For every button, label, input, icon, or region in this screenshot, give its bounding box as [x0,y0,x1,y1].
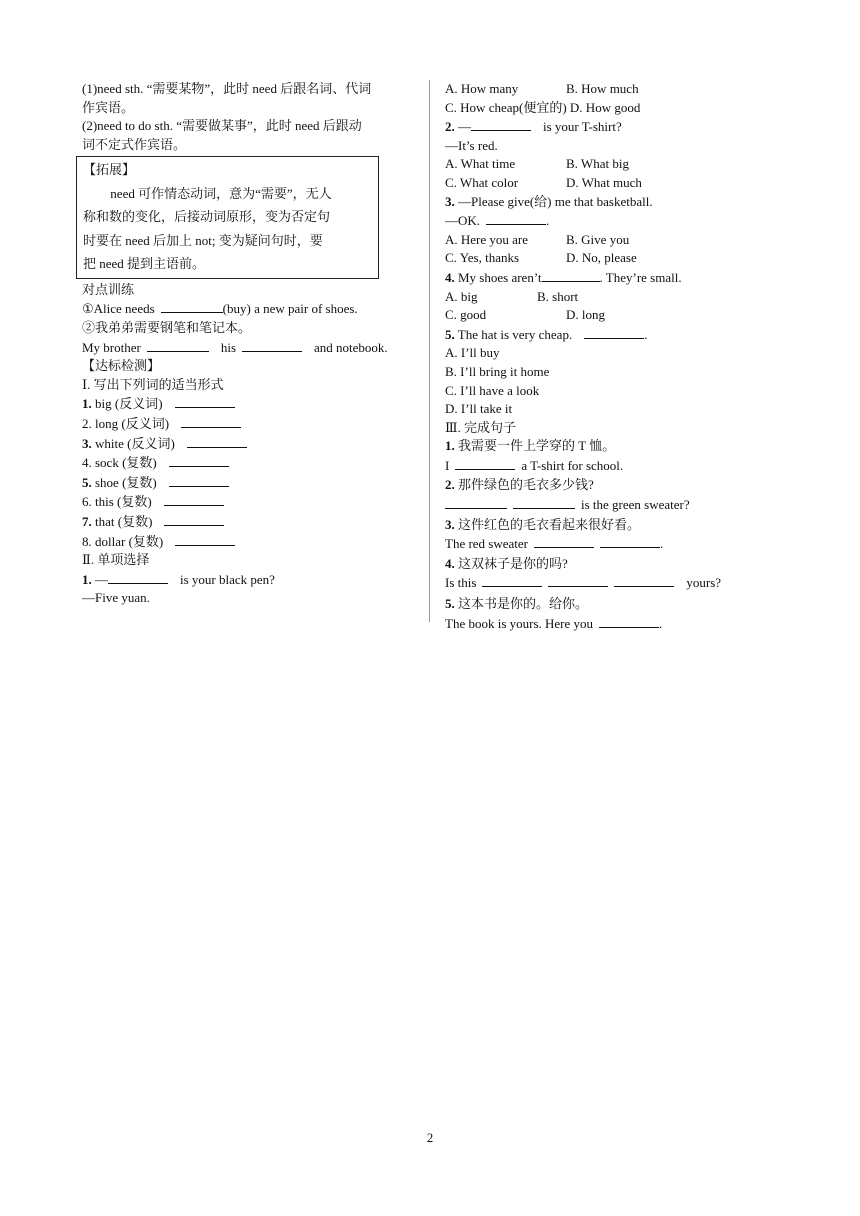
practice-item-1: ①Alice needs (buy) a new pair of shoes. [82,301,358,317]
option: C. good [445,307,487,323]
practice-item-3: My brother his and notebook. [82,339,388,355]
option: B. Give you [566,231,630,247]
item-text: this (复数) [95,494,152,510]
answer-blank[interactable] [181,414,241,428]
answer-blank[interactable] [542,268,600,282]
item-text: big (反义词) [95,396,163,412]
answer-blank[interactable] [169,473,229,487]
mc-answer-1: —Five yuan. [82,590,150,606]
answer-blank[interactable] [548,573,608,587]
left-column [82,80,420,608]
options-row [445,306,745,325]
option: A. I’ll buy [445,345,500,361]
sentence-2-answer: is the green sweater? [445,495,745,515]
item-text: dollar (复数) [95,533,164,549]
word-form-item [82,532,420,552]
option: A. How many [445,81,519,96]
sentence-5-prompt: 5. 这本书是你的。给你。 [445,596,589,612]
sentence-3-answer: The red sweater . [445,536,664,552]
options-row [445,80,745,99]
answer-blank[interactable] [614,573,674,587]
item-text: shoe (复数) [95,474,157,490]
item-text: sock (复数) [95,455,157,471]
answer-blank[interactable] [584,325,644,339]
sentence-2-prompt: 2. 那件绿色的毛衣多少钱? [445,477,594,493]
item-number: 3. [82,435,92,451]
answer-blank[interactable] [187,434,247,448]
item-number: 1. [82,396,92,412]
option: D. What much [566,174,642,190]
answer-blank[interactable] [534,534,594,548]
answer-blank[interactable] [175,394,235,408]
section-2-title: Ⅱ. 单项选择 [82,552,150,568]
box-line: need 可作情态动词，意为“需要”，无人 [110,185,332,201]
sentence-3-prompt: 3. 这件红色的毛衣看起来很好看。 [445,516,641,532]
text-line: (1)need sth. “需要某物”，此时 need 后跟名词、代词 [82,81,372,96]
test-title: 【达标检测】 [82,358,161,374]
sentence-5-answer: The book is yours. Here you . [445,615,663,631]
word-form-item [82,453,420,473]
item-number: 2. [82,416,92,432]
answer-blank[interactable] [108,570,168,584]
answer-blank[interactable] [445,495,507,509]
answer-blank[interactable] [242,338,302,352]
options-row [445,155,745,174]
answer-blank[interactable] [513,495,575,509]
answer-blank[interactable] [169,453,229,467]
option: B. How much [566,81,639,96]
option: A. What time [445,156,516,172]
answer-blank[interactable] [164,512,224,526]
text-line: (2)need to do sth. “需要做某事”，此时 need 后跟动 [82,118,362,134]
practice-item-2: ②我弟弟需要钢笔和笔记本。 [82,320,252,336]
answer-blank[interactable] [600,534,660,548]
answer-blank[interactable] [147,338,209,352]
options-row: C. How cheap(便宜的) D. How good [445,99,641,115]
section-1-title: Ⅰ. 写出下列词的适当形式 [82,376,224,392]
section-3-title: Ⅲ. 完成句子 [445,419,517,435]
word-form-item [82,473,420,493]
practice-title: 对点训练 [82,281,135,297]
mc-question-3: 3. —Please give(给) me that basketball. [445,193,653,209]
option: D. I’ll take it [445,401,513,417]
option: A. big [445,288,478,304]
mc-answer-2: —It’s red. [445,137,498,153]
option: B. I’ll bring it home [445,363,550,379]
section-1-list [82,394,420,551]
sentence-4-answer: Is this yours? [445,575,722,591]
page-number: 2 [426,1130,434,1145]
answer-blank[interactable] [455,456,515,470]
options-row [445,174,745,193]
item-number: 6. [82,494,92,510]
mc-question-2: 2. — is your T-shirt? [445,119,622,135]
mc-answer-3: —OK. . [445,213,550,229]
word-form-item [82,434,420,454]
item-text: long (反义词) [95,416,170,432]
word-form-item [82,512,420,532]
option: D. long [566,307,605,323]
option: C. Yes, thanks [445,250,520,266]
box-title: 【拓展】 [83,162,136,178]
sentence-1-answer: I a T-shirt for school. [445,457,624,473]
right-column [445,80,745,633]
extension-box [76,156,379,279]
answer-blank[interactable] [599,614,659,628]
column-divider [429,80,430,622]
option: C. I’ll have a look [445,382,540,398]
mc-question-1: 1. — is your black pen? [82,571,275,587]
text-line: 词不定式作宾语。 [82,136,187,152]
options-row [445,288,745,307]
sentence-1-prompt: 1. 我需要一件上学穿的 T 恤。 [445,438,616,454]
item-text: that (复数) [95,514,153,529]
box-line: 称和数的变化，后接动词原形，变为否定句 [83,209,331,225]
word-form-item [82,414,420,434]
mc-question-5: 5. The hat is very cheap. . [445,326,648,342]
box-line: 把 need 提到主语前。 [83,256,206,272]
answer-blank[interactable] [164,492,224,506]
option: C. What color [445,174,519,190]
option: B. What big [566,156,629,172]
option: B. short [537,288,579,304]
item-number: 7. [82,514,92,529]
text-line: 作宾语。 [82,99,135,115]
option: A. Here you are [445,231,529,247]
item-number: 5. [82,474,92,490]
mc-question-4: 4. My shoes aren’t . They’re small. [445,269,682,285]
option: D. No, please [566,250,637,266]
sentence-4-prompt: 4. 这双袜子是你的吗? [445,555,568,571]
word-form-item [82,492,420,512]
answer-blank[interactable] [486,211,546,225]
item-number: 8. [82,533,92,549]
item-number: 4. [82,455,92,471]
item-text: white (反义词) [95,435,175,451]
options-row [445,231,745,250]
box-line: 时要在 need 后加上 not; 变为疑问句时，要 [83,232,323,248]
answer-blank[interactable] [471,117,531,131]
answer-blank[interactable] [482,573,542,587]
word-form-item [82,394,420,414]
answer-blank[interactable] [161,299,223,313]
options-row [445,249,745,268]
answer-blank[interactable] [175,532,235,546]
